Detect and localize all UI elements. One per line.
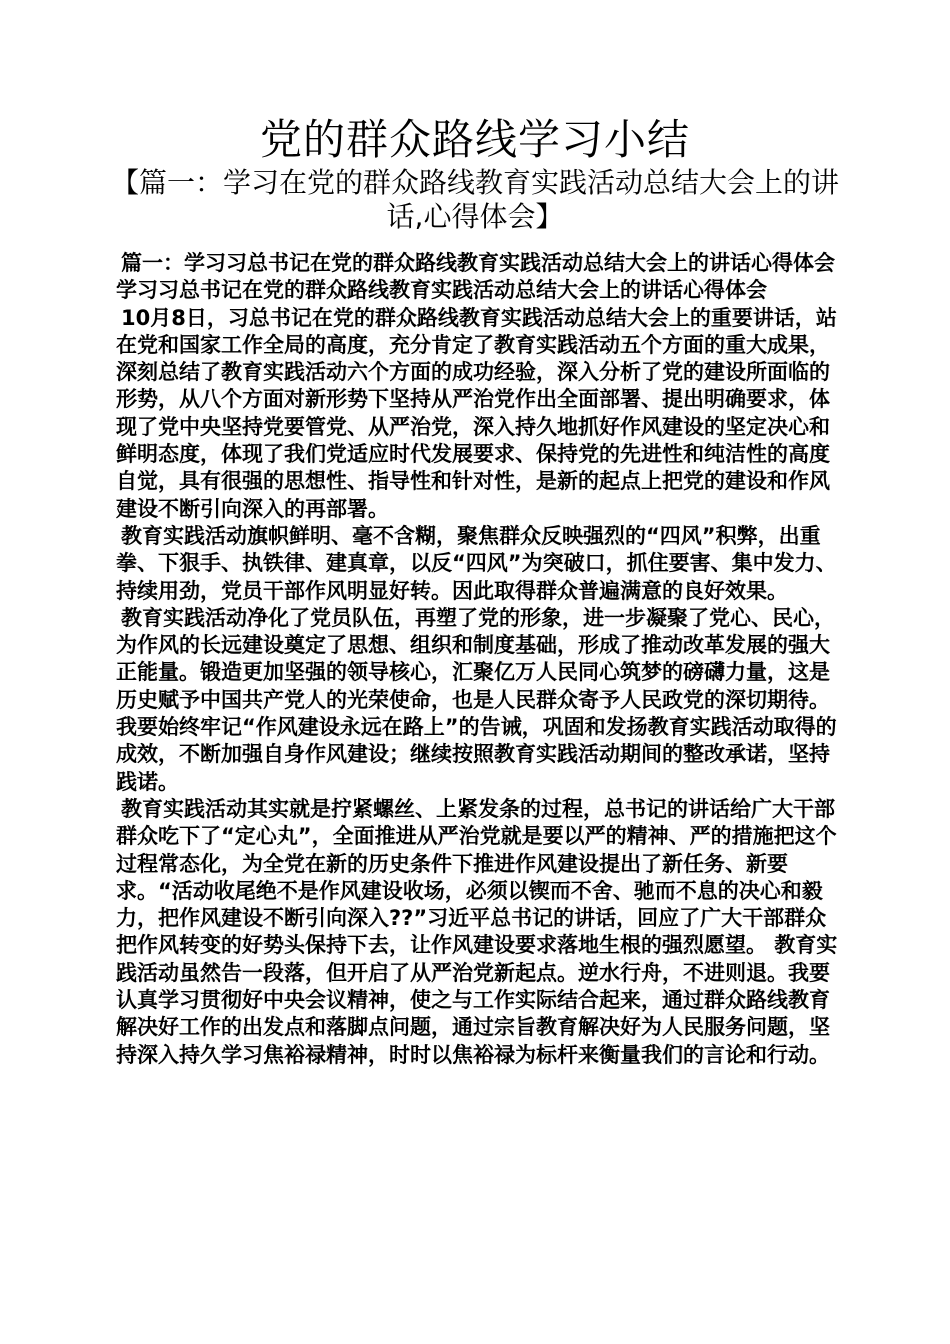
- paragraph-heading: 篇一：学习习总书记在党的群众路线教育实践活动总结大会上的讲话心得体会 学习习总书记在党的群众路线教育实践活动总结大会上的讲话心得体会: [116, 251, 835, 303]
- document-subtitle: 【篇一：学习在党的群众路线教育实践活动总结大会上的讲话,心得体会】: [110, 166, 839, 233]
- paragraph: 教育实践活动旗帜鲜明、毫不含糊，聚焦群众反映强烈的“四风”积弊，出重拳、下狠手、执铁律、建真章，以反“四风”为突破口，抓住要害、集中发力、持续用劲，党员干部作风明显好转。因此取得群众普遍满意的良好效果。: [116, 523, 837, 603]
- document-title: 党的群众路线学习小结: [259, 115, 690, 164]
- document-body: [116, 250, 846, 1069]
- paragraph: 教育实践活动其实就是拧紧螺丝、上紧发条的过程，总书记的讲话给广大干部群众吃下了“定心丸”，全面推进从严治党就是要以严的精神、严的措施把这个过程常态化，为全党在新的历史条件下推进作风建设提出了新任务、新要求。“活动收尾绝不是作风建设收场，必须以锲而不舍、驰而不息的决心和毅力，把作风建设不断引向深入??”习近平总书记的讲话，回应了广大干部群众把作风转变的好势头保持下去，让作风建设要求落地生根的强烈愿望。 教育实践活动虽然告一段落，但开启了从严治党新起点。逆水行舟，不进则退。我要认真学习贯彻好中央会议精神，使之与工作实际结合起来，通过群众路线教育解决好工作的出发点和落脚点问题，通过宗旨教育解决好为人民服务问题，坚持深入持久学习焦裕禄精神，时时以焦裕禄为标杆来衡量我们的言论和行动。: [116, 796, 838, 1067]
- paragraph: 10月8日，习总书记在党的群众路线教育实践活动总结大会上的重要讲话，站在党和国家工作全局的高度，充分肯定了教育实践活动五个方面的重大成果，深刻总结了教育实践活动六个方面的成功经验，深入分析了党的建设所面临的形势，从八个方面对新形势下坚持从严治党作出全面部署、提出明确要求，体现了党中央坚持党要管党、从严治党，深入持久地抓好作风建设的坚定决心和鲜明态度，体现了我们党适应时代发展要求、保持党的先进性和纯洁性的高度自觉，具有很强的思想性、指导性和针对性，是新的起点上把党的建设和作风建设不断引向深入的再部署。: [116, 305, 837, 521]
- paragraph: 教育实践活动净化了党员队伍，再塑了党的形象，进一步凝聚了党心、民心，为作风的长远建设奠定了思想、组织和制度基础，形成了推动改革发展的强大正能量。锻造更加坚强的领导核心，汇聚亿万人民同心筑梦的磅礴力量，这是历史赋予中国共产党人的光荣使命，也是人民群众寄予人民政党的深切期待。我要始终牢记“作风建设永远在路上”的告诫，巩固和发扬教育实践活动取得的成效，不断加强自身作风建设；继续按照教育实践活动期间的整改承诺，坚持践诺。: [116, 605, 837, 794]
